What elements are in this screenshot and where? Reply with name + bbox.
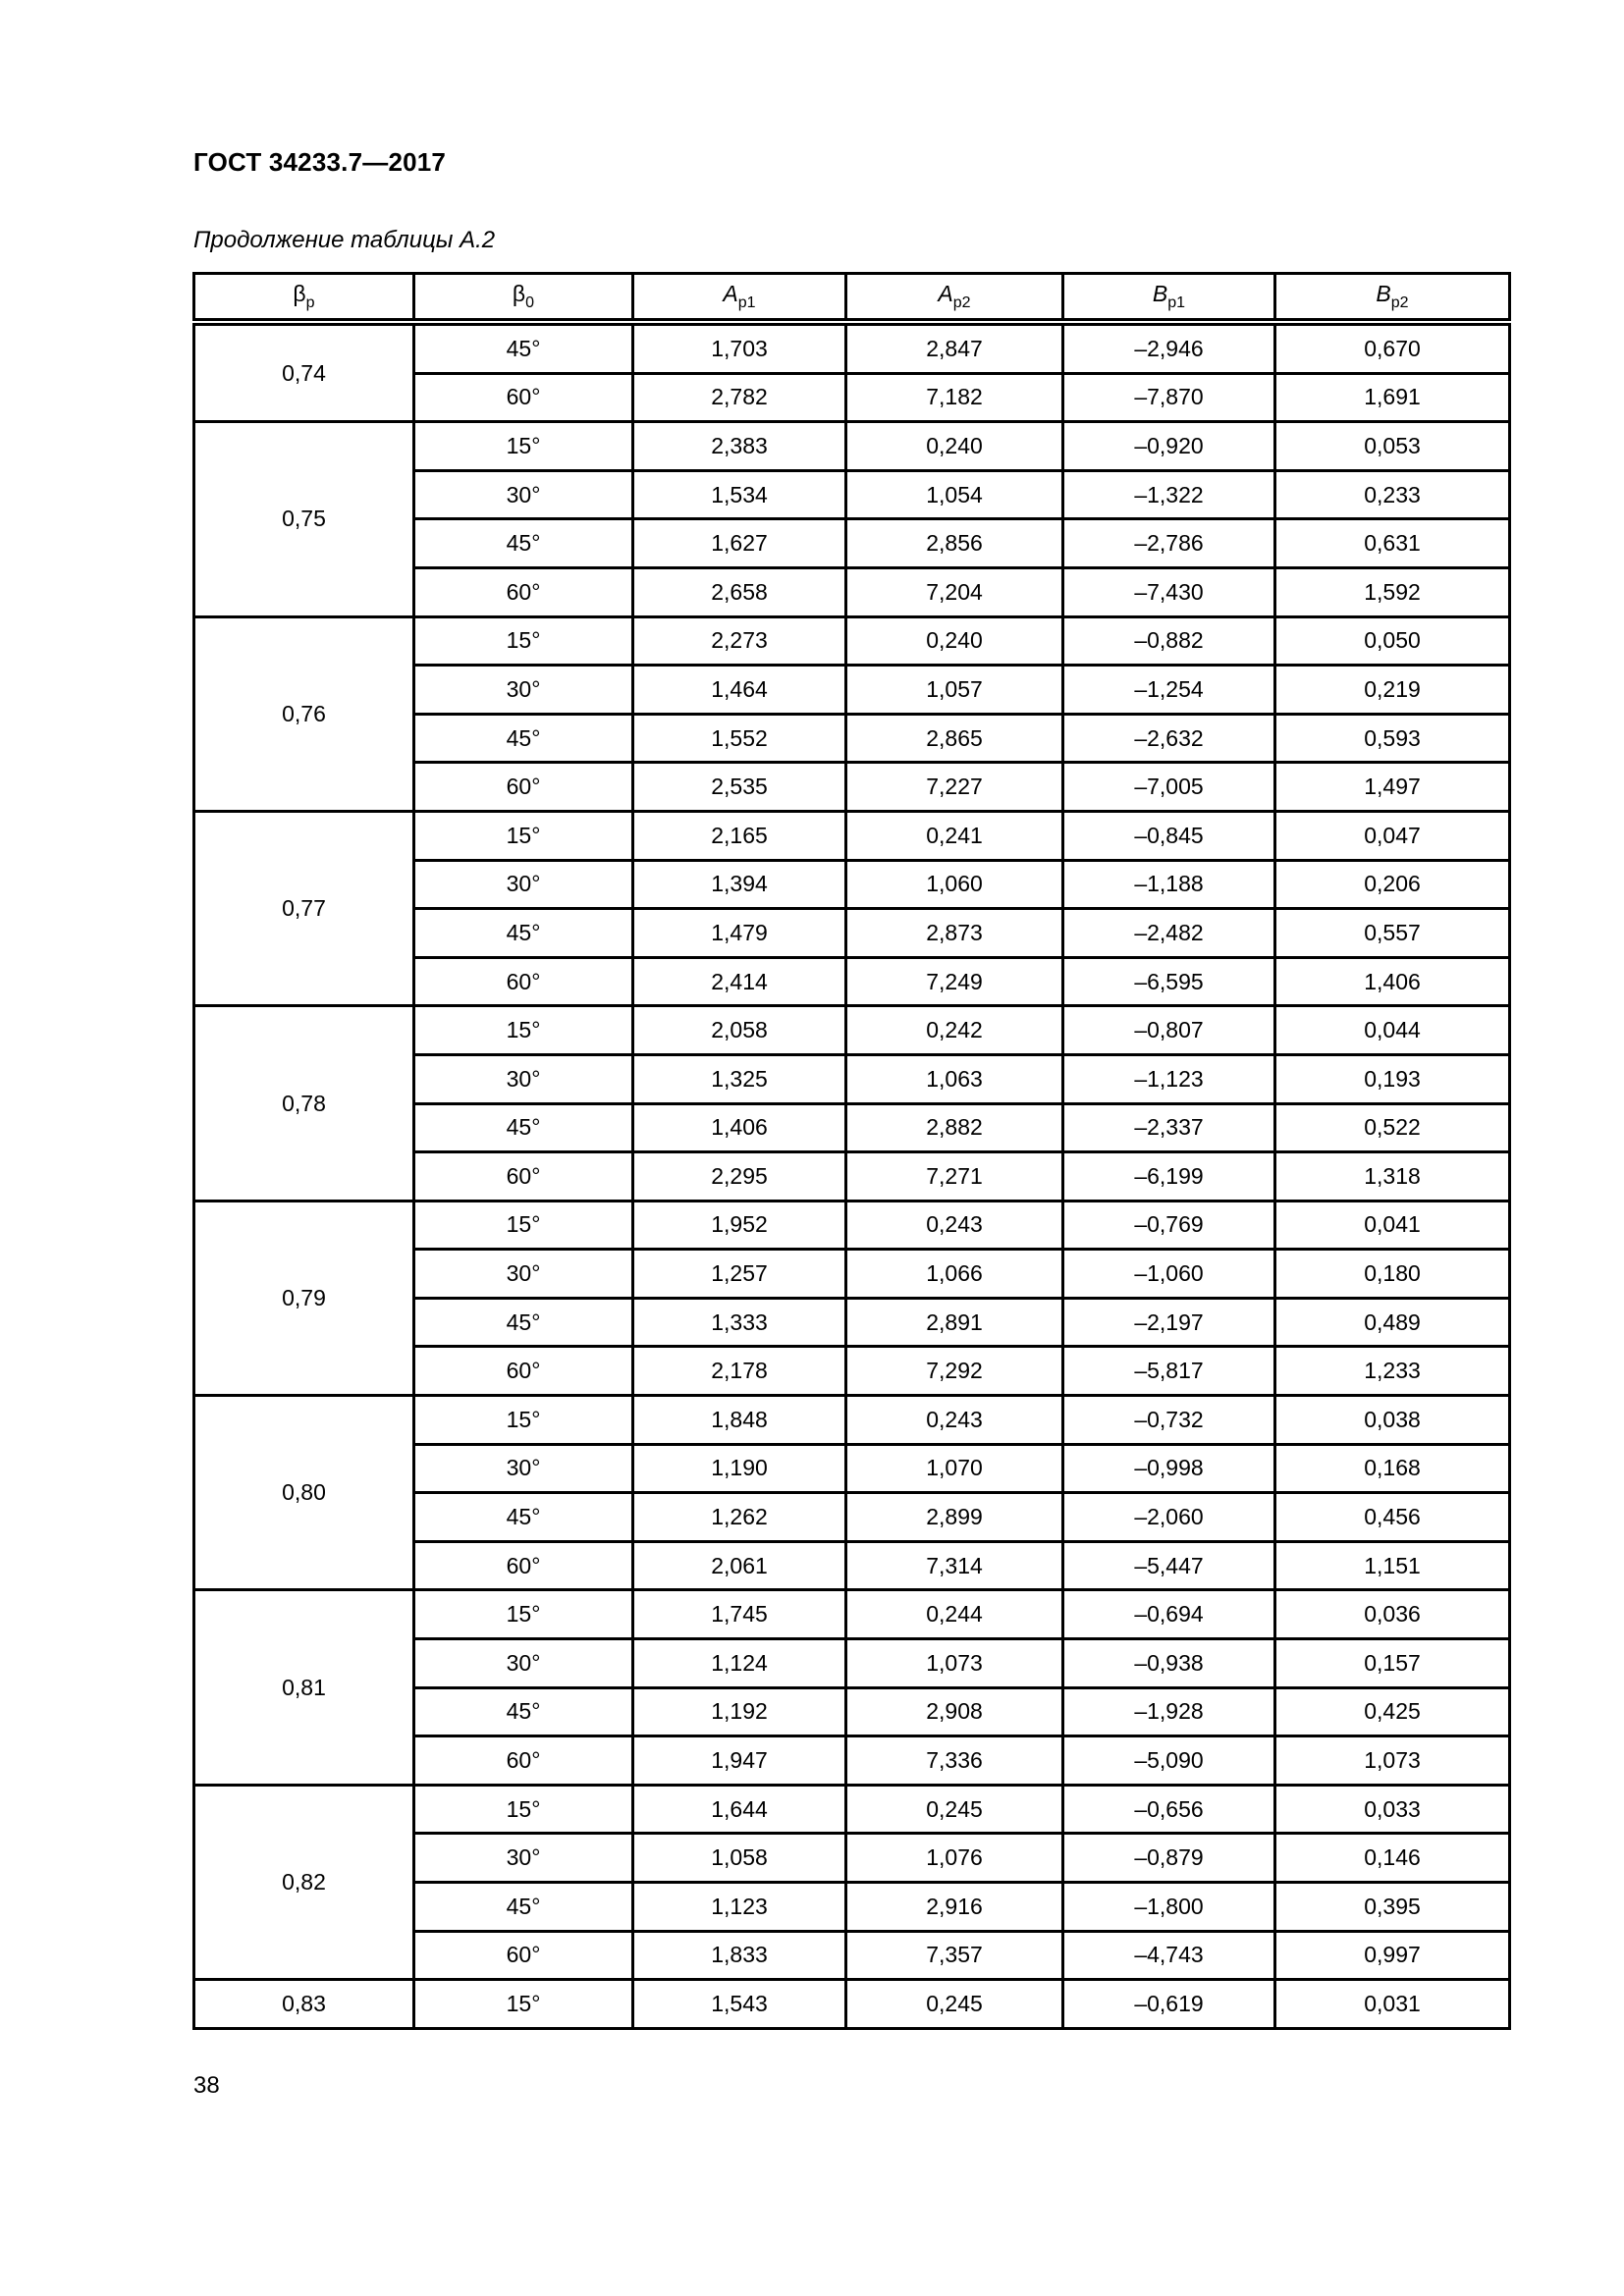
a-p1-cell: 2,165 <box>633 811 846 860</box>
header-subscript: p1 <box>737 294 756 311</box>
b-p1-cell: –0,656 <box>1063 1785 1275 1834</box>
b-p2-cell: 1,406 <box>1275 957 1510 1006</box>
b-p2-cell: 1,151 <box>1275 1541 1510 1590</box>
b-p1-cell: –5,447 <box>1063 1541 1275 1590</box>
beta-0-cell: 60° <box>414 1152 633 1201</box>
b-p2-cell: 0,041 <box>1275 1201 1510 1250</box>
beta-0-cell: 45° <box>414 519 633 568</box>
table-caption: Продолжение таблицы А.2 <box>193 227 496 253</box>
b-p2-cell: 0,033 <box>1275 1785 1510 1834</box>
beta-0-cell: 45° <box>414 322 633 373</box>
a-p1-cell: 1,479 <box>633 909 846 958</box>
a-p2-cell: 0,245 <box>846 1980 1063 2029</box>
a-p1-cell: 1,406 <box>633 1103 846 1152</box>
b-p2-cell: 0,997 <box>1275 1931 1510 1980</box>
a-p1-cell: 1,952 <box>633 1201 846 1250</box>
beta-0-cell: 15° <box>414 1006 633 1055</box>
beta-0-cell: 15° <box>414 1785 633 1834</box>
a-p2-cell: 1,066 <box>846 1250 1063 1299</box>
b-p1-cell: –1,123 <box>1063 1054 1275 1103</box>
beta-0-cell: 15° <box>414 1201 633 1250</box>
a-p1-cell: 1,627 <box>633 519 846 568</box>
beta-0-cell: 60° <box>414 1931 633 1980</box>
b-p1-cell: –1,188 <box>1063 860 1275 909</box>
b-p2-cell: 0,038 <box>1275 1396 1510 1445</box>
b-p2-cell: 1,073 <box>1275 1736 1510 1786</box>
a-p1-cell: 2,058 <box>633 1006 846 1055</box>
page-number: 38 <box>193 2072 220 2099</box>
a-p2-cell: 2,847 <box>846 322 1063 373</box>
beta-0-cell: 60° <box>414 567 633 616</box>
a-p1-cell: 1,333 <box>633 1298 846 1347</box>
header-subscript: 0 <box>525 294 535 311</box>
a-p2-cell: 0,245 <box>846 1785 1063 1834</box>
a-p1-cell: 2,414 <box>633 957 846 1006</box>
beta-0-cell: 60° <box>414 1347 633 1396</box>
header-symbol: B <box>1376 281 1391 306</box>
a-p1-cell: 1,394 <box>633 860 846 909</box>
beta-0-cell: 60° <box>414 763 633 812</box>
column-header <box>1275 274 1510 323</box>
b-p1-cell: –0,769 <box>1063 1201 1275 1250</box>
table-row <box>194 1006 1510 1055</box>
header-subscript: p1 <box>1167 294 1186 311</box>
b-p1-cell: –7,870 <box>1063 373 1275 422</box>
a-p1-cell: 2,535 <box>633 763 846 812</box>
b-p1-cell: –1,928 <box>1063 1687 1275 1736</box>
b-p1-cell: –1,800 <box>1063 1883 1275 1932</box>
b-p2-cell: 1,592 <box>1275 567 1510 616</box>
a-p2-cell: 1,054 <box>846 470 1063 519</box>
a-p1-cell: 1,745 <box>633 1590 846 1639</box>
b-p1-cell: –2,946 <box>1063 322 1275 373</box>
header-symbol: β <box>512 281 526 306</box>
a-p2-cell: 1,076 <box>846 1834 1063 1883</box>
beta-0-cell: 15° <box>414 1396 633 1445</box>
table-row <box>194 616 1510 666</box>
a-p2-cell: 1,073 <box>846 1639 1063 1688</box>
a-p2-cell: 0,241 <box>846 811 1063 860</box>
table-row <box>194 322 1510 373</box>
header-symbol: A <box>723 281 738 306</box>
beta-0-cell: 15° <box>414 422 633 471</box>
b-p2-cell: 0,050 <box>1275 616 1510 666</box>
beta-0-cell: 45° <box>414 1883 633 1932</box>
header-symbol: β <box>293 281 306 306</box>
beta-0-cell: 45° <box>414 1298 633 1347</box>
beta-p-cell: 0,76 <box>194 616 414 811</box>
a-p1-cell: 2,061 <box>633 1541 846 1590</box>
beta-0-cell: 30° <box>414 1639 633 1688</box>
beta-p-cell: 0,79 <box>194 1201 414 1395</box>
a-p1-cell: 1,192 <box>633 1687 846 1736</box>
b-p1-cell: –6,595 <box>1063 957 1275 1006</box>
header-symbol: B <box>1152 281 1168 306</box>
table-row <box>194 1201 1510 1250</box>
b-p2-cell: 0,180 <box>1275 1250 1510 1299</box>
a-p2-cell: 0,242 <box>846 1006 1063 1055</box>
a-p2-cell: 2,916 <box>846 1883 1063 1932</box>
beta-p-cell: 0,75 <box>194 422 414 616</box>
coefficient-table <box>192 272 1511 2030</box>
a-p2-cell: 2,908 <box>846 1687 1063 1736</box>
a-p2-cell: 1,060 <box>846 860 1063 909</box>
b-p2-cell: 0,233 <box>1275 470 1510 519</box>
b-p1-cell: –7,005 <box>1063 763 1275 812</box>
b-p1-cell: –0,882 <box>1063 616 1275 666</box>
b-p2-cell: 0,168 <box>1275 1444 1510 1493</box>
a-p1-cell: 1,833 <box>633 1931 846 1980</box>
a-p1-cell: 2,178 <box>633 1347 846 1396</box>
beta-0-cell: 60° <box>414 1736 633 1786</box>
a-p2-cell: 2,865 <box>846 714 1063 763</box>
a-p2-cell: 7,357 <box>846 1931 1063 1980</box>
a-p2-cell: 0,240 <box>846 422 1063 471</box>
b-p2-cell: 0,425 <box>1275 1687 1510 1736</box>
a-p2-cell: 0,244 <box>846 1590 1063 1639</box>
a-p1-cell: 2,658 <box>633 567 846 616</box>
a-p1-cell: 1,534 <box>633 470 846 519</box>
beta-p-cell: 0,78 <box>194 1006 414 1201</box>
beta-0-cell: 45° <box>414 909 633 958</box>
table-row <box>194 422 1510 471</box>
table-body <box>194 322 1510 2028</box>
beta-0-cell: 45° <box>414 1103 633 1152</box>
b-p2-cell: 0,031 <box>1275 1980 1510 2029</box>
b-p1-cell: –2,337 <box>1063 1103 1275 1152</box>
b-p1-cell: –2,632 <box>1063 714 1275 763</box>
a-p2-cell: 7,314 <box>846 1541 1063 1590</box>
a-p1-cell: 1,325 <box>633 1054 846 1103</box>
b-p2-cell: 0,193 <box>1275 1054 1510 1103</box>
b-p2-cell: 0,631 <box>1275 519 1510 568</box>
beta-0-cell: 30° <box>414 470 633 519</box>
b-p1-cell: –0,619 <box>1063 1980 1275 2029</box>
b-p2-cell: 0,670 <box>1275 322 1510 373</box>
a-p2-cell: 2,856 <box>846 519 1063 568</box>
column-header <box>194 274 414 323</box>
table-header-row <box>194 274 1510 323</box>
beta-p-cell: 0,82 <box>194 1785 414 1979</box>
beta-0-cell: 60° <box>414 957 633 1006</box>
a-p2-cell: 0,243 <box>846 1396 1063 1445</box>
a-p2-cell: 7,249 <box>846 957 1063 1006</box>
b-p2-cell: 0,036 <box>1275 1590 1510 1639</box>
b-p2-cell: 0,044 <box>1275 1006 1510 1055</box>
a-p1-cell: 1,543 <box>633 1980 846 2029</box>
a-p1-cell: 1,124 <box>633 1639 846 1688</box>
b-p1-cell: –0,845 <box>1063 811 1275 860</box>
b-p1-cell: –6,199 <box>1063 1152 1275 1201</box>
a-p1-cell: 2,273 <box>633 616 846 666</box>
b-p2-cell: 0,557 <box>1275 909 1510 958</box>
beta-0-cell: 45° <box>414 1687 633 1736</box>
header-subscript: p2 <box>952 294 971 311</box>
a-p1-cell: 1,947 <box>633 1736 846 1786</box>
a-p2-cell: 7,271 <box>846 1152 1063 1201</box>
beta-0-cell: 15° <box>414 811 633 860</box>
b-p2-cell: 0,489 <box>1275 1298 1510 1347</box>
a-p2-cell: 2,899 <box>846 1493 1063 1542</box>
a-p2-cell: 0,240 <box>846 616 1063 666</box>
a-p1-cell: 2,295 <box>633 1152 846 1201</box>
a-p2-cell: 2,891 <box>846 1298 1063 1347</box>
a-p1-cell: 1,848 <box>633 1396 846 1445</box>
beta-0-cell: 15° <box>414 616 633 666</box>
a-p2-cell: 1,070 <box>846 1444 1063 1493</box>
table-row <box>194 811 1510 860</box>
a-p2-cell: 2,873 <box>846 909 1063 958</box>
beta-p-cell: 0,77 <box>194 811 414 1005</box>
a-p2-cell: 1,057 <box>846 666 1063 715</box>
beta-0-cell: 30° <box>414 1834 633 1883</box>
a-p1-cell: 1,552 <box>633 714 846 763</box>
table-row <box>194 1590 1510 1639</box>
beta-0-cell: 45° <box>414 1493 633 1542</box>
a-p1-cell: 1,190 <box>633 1444 846 1493</box>
b-p1-cell: –1,322 <box>1063 470 1275 519</box>
b-p2-cell: 0,206 <box>1275 860 1510 909</box>
b-p2-cell: 1,497 <box>1275 763 1510 812</box>
b-p1-cell: –0,807 <box>1063 1006 1275 1055</box>
beta-0-cell: 45° <box>414 714 633 763</box>
b-p1-cell: –0,998 <box>1063 1444 1275 1493</box>
b-p1-cell: –0,732 <box>1063 1396 1275 1445</box>
b-p1-cell: –2,786 <box>1063 519 1275 568</box>
beta-0-cell: 30° <box>414 1250 633 1299</box>
b-p2-cell: 1,691 <box>1275 373 1510 422</box>
a-p2-cell: 0,243 <box>846 1201 1063 1250</box>
a-p2-cell: 7,182 <box>846 373 1063 422</box>
b-p1-cell: –1,254 <box>1063 666 1275 715</box>
beta-0-cell: 60° <box>414 1541 633 1590</box>
a-p1-cell: 1,644 <box>633 1785 846 1834</box>
b-p2-cell: 0,053 <box>1275 422 1510 471</box>
beta-p-cell: 0,74 <box>194 322 414 422</box>
beta-0-cell: 60° <box>414 373 633 422</box>
a-p2-cell: 7,227 <box>846 763 1063 812</box>
beta-0-cell: 30° <box>414 860 633 909</box>
a-p1-cell: 1,703 <box>633 322 846 373</box>
header-subscript: p <box>305 294 315 311</box>
b-p1-cell: –2,197 <box>1063 1298 1275 1347</box>
b-p1-cell: –0,920 <box>1063 422 1275 471</box>
b-p2-cell: 0,456 <box>1275 1493 1510 1542</box>
a-p1-cell: 1,058 <box>633 1834 846 1883</box>
b-p1-cell: –5,090 <box>1063 1736 1275 1786</box>
beta-p-cell: 0,80 <box>194 1396 414 1590</box>
b-p2-cell: 0,522 <box>1275 1103 1510 1152</box>
b-p2-cell: 0,219 <box>1275 666 1510 715</box>
b-p1-cell: –2,482 <box>1063 909 1275 958</box>
beta-0-cell: 30° <box>414 1444 633 1493</box>
a-p2-cell: 7,204 <box>846 567 1063 616</box>
a-p2-cell: 7,292 <box>846 1347 1063 1396</box>
b-p1-cell: –4,743 <box>1063 1931 1275 1980</box>
b-p2-cell: 1,233 <box>1275 1347 1510 1396</box>
beta-0-cell: 15° <box>414 1980 633 2029</box>
beta-0-cell: 30° <box>414 1054 633 1103</box>
b-p1-cell: –0,879 <box>1063 1834 1275 1883</box>
b-p1-cell: –7,430 <box>1063 567 1275 616</box>
a-p1-cell: 1,123 <box>633 1883 846 1932</box>
column-header <box>414 274 633 323</box>
a-p2-cell: 2,882 <box>846 1103 1063 1152</box>
header-symbol: A <box>938 281 953 306</box>
a-p1-cell: 1,257 <box>633 1250 846 1299</box>
a-p2-cell: 1,063 <box>846 1054 1063 1103</box>
b-p2-cell: 0,395 <box>1275 1883 1510 1932</box>
header-subscript: p2 <box>1390 294 1409 311</box>
b-p2-cell: 0,146 <box>1275 1834 1510 1883</box>
beta-p-cell: 0,83 <box>194 1980 414 2029</box>
document-title: ГОСТ 34233.7—2017 <box>193 147 447 177</box>
column-header <box>633 274 846 323</box>
b-p1-cell: –0,938 <box>1063 1639 1275 1688</box>
beta-p-cell: 0,81 <box>194 1590 414 1785</box>
b-p1-cell: –1,060 <box>1063 1250 1275 1299</box>
b-p1-cell: –0,694 <box>1063 1590 1275 1639</box>
table-row <box>194 1980 1510 2029</box>
column-header <box>846 274 1063 323</box>
a-p2-cell: 7,336 <box>846 1736 1063 1786</box>
table-row <box>194 1785 1510 1834</box>
a-p1-cell: 2,383 <box>633 422 846 471</box>
table-row <box>194 1396 1510 1445</box>
b-p2-cell: 0,157 <box>1275 1639 1510 1688</box>
b-p2-cell: 0,047 <box>1275 811 1510 860</box>
a-p1-cell: 1,262 <box>633 1493 846 1542</box>
beta-0-cell: 15° <box>414 1590 633 1639</box>
b-p1-cell: –5,817 <box>1063 1347 1275 1396</box>
a-p1-cell: 1,464 <box>633 666 846 715</box>
beta-0-cell: 30° <box>414 666 633 715</box>
b-p2-cell: 1,318 <box>1275 1152 1510 1201</box>
b-p1-cell: –2,060 <box>1063 1493 1275 1542</box>
a-p1-cell: 2,782 <box>633 373 846 422</box>
column-header <box>1063 274 1275 323</box>
b-p2-cell: 0,593 <box>1275 714 1510 763</box>
